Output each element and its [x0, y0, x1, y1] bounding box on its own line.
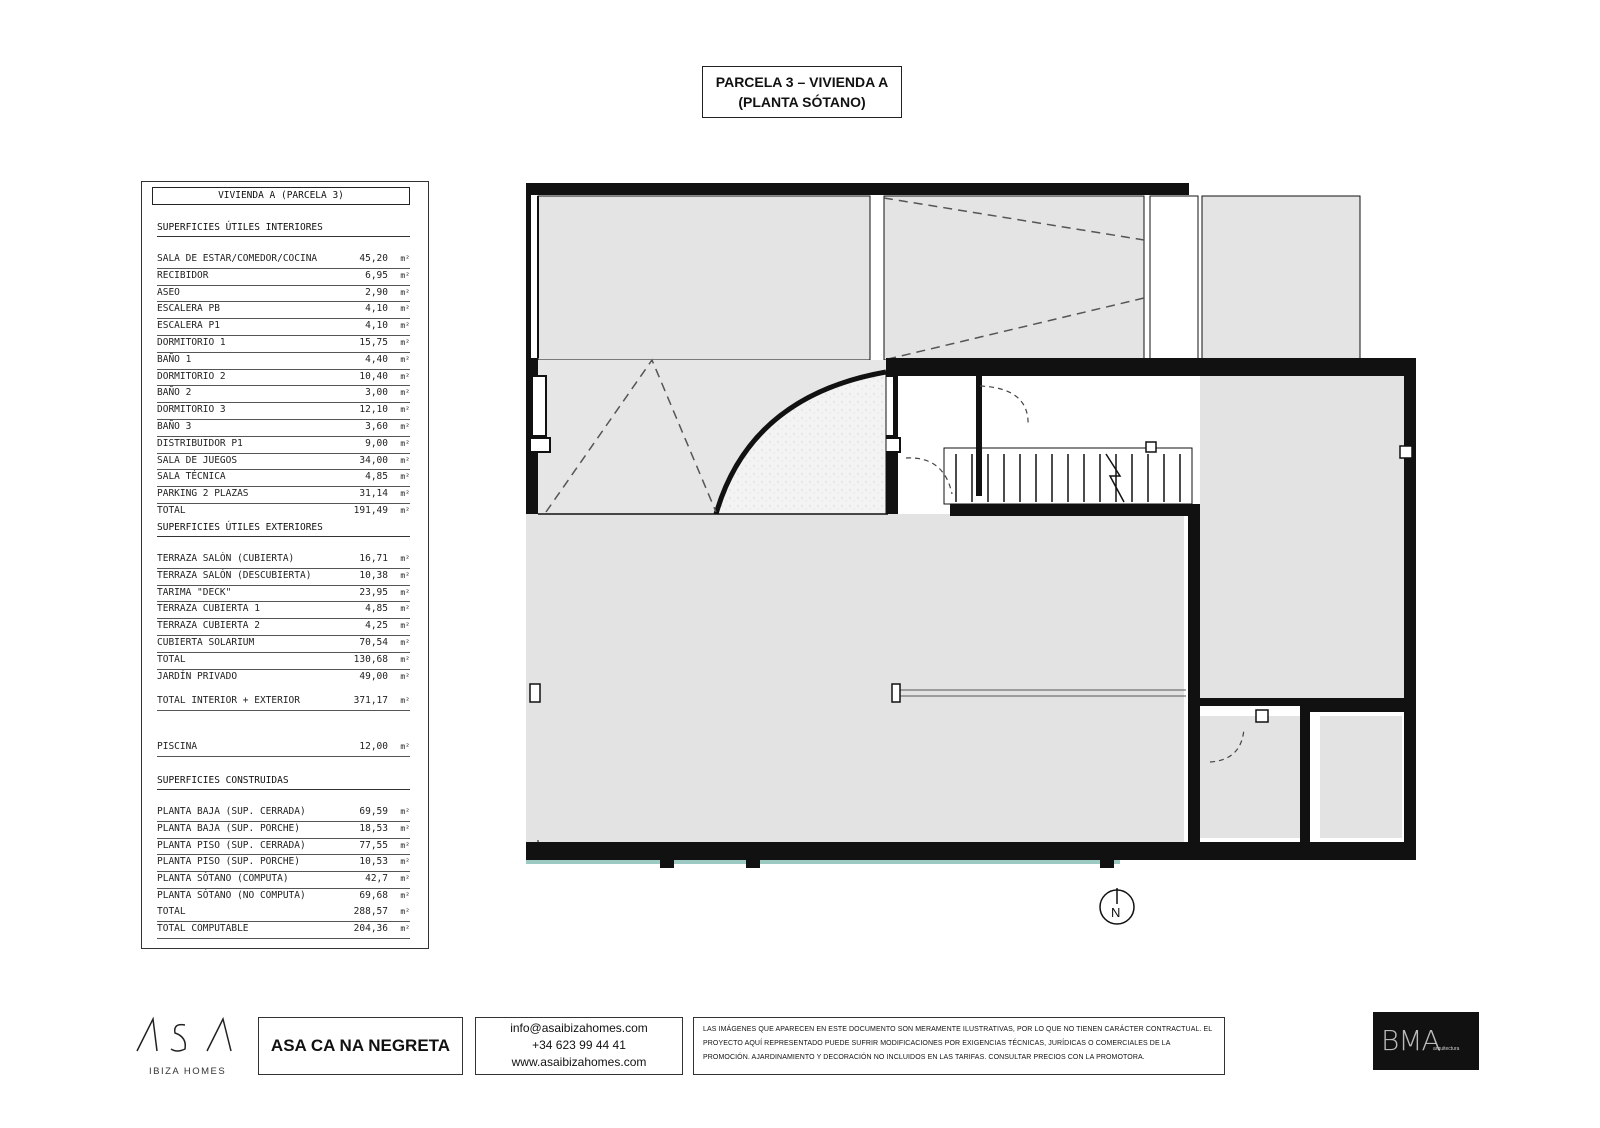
row-value: 12,00: [359, 741, 388, 752]
north-label: N: [1111, 905, 1121, 920]
row-value: 10,38: [359, 569, 388, 581]
table-row: [157, 653, 410, 670]
plan-title: [702, 66, 902, 118]
row-unit: m²: [400, 472, 410, 482]
row-value: 9,00: [365, 437, 388, 449]
row-value: 16,71: [359, 553, 388, 564]
row-value: 69,68: [359, 889, 388, 901]
row-value: 371,17: [353, 695, 388, 706]
table-row: [157, 670, 410, 686]
row-value: 288,57: [353, 906, 388, 917]
row-unit: m²: [400, 371, 410, 381]
row-label: TERRAZA SALÓN (CUBIERTA): [157, 553, 295, 564]
table-row: [157, 586, 410, 603]
row-value: 15,75: [359, 336, 388, 348]
table-row: [157, 905, 410, 922]
row-value: 4,85: [365, 603, 388, 615]
row-label: PLANTA SÓTANO (NO COMPUTA): [157, 889, 306, 901]
row-label: DISTRIBUIDOR P1: [157, 437, 243, 449]
row-label: ESCALERA P1: [157, 320, 220, 332]
table-row: [157, 336, 410, 353]
row-label: DORMITORIO 2: [157, 370, 226, 382]
row-value: 31,14: [359, 488, 388, 500]
row-unit: m²: [400, 857, 410, 867]
wall-inner-horizontal: [950, 504, 1200, 516]
table-row: [157, 403, 410, 420]
table-row: [157, 694, 410, 711]
row-value: 4,85: [365, 471, 388, 483]
contact-box: [475, 1017, 683, 1075]
row-value: 4,40: [365, 353, 388, 365]
floor-plan: [520, 176, 1425, 876]
row-value: 4,10: [365, 303, 388, 315]
row-label: PARKING 2 PLAZAS: [157, 488, 249, 500]
contact-phone[interactable]: +34 623 99 44 41: [532, 1038, 626, 1052]
wall-north-basement: [886, 358, 1416, 376]
row-label: TARIMA "DECK": [157, 586, 232, 598]
table-row: [157, 552, 410, 569]
row-label: PLANTA PISO (SUP. PORCHE): [157, 856, 300, 868]
row-value: 6,95: [365, 269, 388, 281]
row-unit: m²: [400, 455, 410, 465]
table-exteriores: [157, 552, 410, 685]
table-row: [157, 822, 410, 839]
row-label: RECIBIDOR: [157, 269, 209, 281]
row-label: BAÑO 3: [157, 420, 192, 432]
row-unit: m²: [400, 405, 410, 415]
row-value: 10,40: [359, 370, 388, 382]
table-row: [157, 454, 410, 471]
table-row: [157, 504, 410, 520]
row-unit: m²: [400, 321, 410, 331]
row-label: TERRAZA CUBIERTA 2: [157, 620, 260, 632]
row-unit: m²: [400, 823, 410, 833]
row-label: DORMITORIO 3: [157, 404, 226, 416]
ramp-area: [884, 196, 1144, 360]
section-title-interiores: SUPERFICIES ÚTILES INTERIORES: [157, 222, 410, 237]
architect-logo: [1373, 1012, 1479, 1070]
table-row: [157, 420, 410, 437]
plan-title-line2: (PLANTA SÓTANO): [738, 94, 866, 110]
table-piscina: [157, 740, 410, 757]
row-label: DORMITORIO 1: [157, 336, 226, 348]
row-label: TOTAL: [157, 504, 186, 516]
row-value: 23,95: [359, 586, 388, 598]
table-row: [157, 370, 410, 387]
row-unit: m²: [400, 742, 410, 751]
tech-room: [1200, 716, 1300, 838]
row-unit: m²: [400, 337, 410, 347]
table-row: [157, 487, 410, 504]
table-row: [157, 353, 410, 370]
row-value: 3,60: [365, 420, 388, 432]
row-label: SALA DE JUEGOS: [157, 454, 238, 466]
table-row: [157, 386, 410, 403]
table-row: [157, 619, 410, 636]
row-value: 12,10: [359, 404, 388, 416]
table-row: [157, 286, 410, 303]
table-total-int-ext: [157, 694, 410, 711]
section-title-exteriores: SUPERFICIES ÚTILES EXTERIORES: [157, 522, 410, 537]
row-value: 18,53: [359, 822, 388, 834]
architect-logo-mark: BMA: [1381, 1024, 1440, 1057]
brand-name: ASA CA NA NEGRETA: [258, 1017, 463, 1075]
side-strip: [1150, 196, 1198, 360]
table-row: [157, 872, 410, 889]
row-value: 2,90: [365, 286, 388, 298]
table-row: [157, 437, 410, 454]
top-wall: [526, 183, 1189, 195]
row-value: 204,36: [353, 922, 388, 934]
row-label: PLANTA PISO (SUP. CERRADA): [157, 839, 306, 851]
store-room: [1320, 716, 1402, 838]
table-row: [157, 319, 410, 336]
table-row: [157, 569, 410, 586]
row-unit: m²: [400, 438, 410, 448]
table-row: [157, 636, 410, 653]
row-value: 77,55: [359, 839, 388, 851]
row-label: TOTAL: [157, 906, 186, 917]
wall-south: [526, 842, 1416, 860]
left-top-wall: [526, 183, 531, 358]
legal-disclaimer: LAS IMÁGENES QUE APARECEN EN ESTE DOCUMENTO SON MERAMENTE ILUSTRATIVAS, POR LO QUE NO TIENEN CARÁCTER CONTRACTUAL. EL PROYECTO AQUÍ REPRESENTADO PUEDE SUFRIR MODIFICACIONES POR EXIGENCIAS TÉCNICAS, JURÍDICAS O COMERCIALES DE LA PROMOCIÓN. AJARDINAMIENTO Y DECORACIÓN NO INCLUIDOS EN LAS TARIFAS. CONSULTAR PRECIOS CON LA PROMOTORA.: [693, 1017, 1225, 1075]
row-unit: m²: [400, 304, 410, 314]
row-unit: m²: [400, 270, 410, 280]
row-value: 4,25: [365, 620, 388, 632]
table-row: [157, 302, 410, 319]
row-unit: m²: [400, 587, 410, 597]
row-label: PLANTA BAJA (SUP. CERRADA): [157, 806, 306, 817]
row-value: 10,53: [359, 856, 388, 868]
row-unit: m²: [400, 505, 410, 515]
row-value: 3,00: [365, 387, 388, 399]
architect-logo-sub: arquitectura: [1433, 1046, 1460, 1052]
wall-tech-divider: [1300, 706, 1310, 860]
row-value: 69,59: [359, 806, 388, 817]
row-label: PISCINA: [157, 741, 198, 752]
asa-logo-subtitle: IBIZA HOMES: [149, 1066, 227, 1077]
row-unit: m²: [400, 421, 410, 431]
row-unit: m²: [400, 604, 410, 614]
row-unit: m²: [400, 489, 410, 499]
row-unit: m²: [400, 654, 410, 664]
row-label: JARDÍN PRIVADO: [157, 670, 238, 682]
row-label: TOTAL: [157, 653, 186, 665]
wall-inner-vertical: [1188, 508, 1200, 860]
row-label: ESCALERA PB: [157, 303, 220, 315]
row-label: TOTAL INTERIOR + EXTERIOR: [157, 695, 300, 706]
row-label: TOTAL COMPUTABLE: [157, 922, 249, 934]
wall-east: [1404, 358, 1416, 860]
row-label: CUBIERTA SOLARIUM: [157, 636, 255, 648]
row-value: 45,20: [359, 253, 388, 264]
row-unit: m²: [400, 254, 410, 263]
row-label: ASEO: [157, 286, 180, 298]
row-label: TERRAZA SALÓN (DESCUBIERTA): [157, 569, 312, 581]
row-label: TERRAZA CUBIERTA 1: [157, 603, 260, 615]
row-value: 4,10: [365, 320, 388, 332]
row-value: 42,7: [365, 873, 388, 885]
contact-email[interactable]: info@asaibizahomes.com: [510, 1021, 648, 1035]
section-title-construidas: SUPERFICIES CONSTRUIDAS: [157, 775, 410, 790]
row-unit: m²: [400, 907, 410, 916]
row-unit: m²: [400, 354, 410, 364]
row-unit: m²: [400, 287, 410, 297]
contact-web[interactable]: www.asaibizahomes.com: [511, 1055, 647, 1069]
row-unit: m²: [400, 554, 410, 563]
east-room: [1200, 376, 1410, 706]
row-label: PLANTA SÓTANO (COMPUTA): [157, 873, 289, 885]
north-arrow: [1098, 888, 1136, 926]
row-label: BAÑO 1: [157, 353, 192, 365]
row-unit: m²: [400, 840, 410, 850]
row-label: SALA DE ESTAR/COMEDOR/COCINA: [157, 253, 318, 264]
row-unit: m²: [400, 923, 410, 933]
table-row: [157, 922, 410, 939]
row-value: 49,00: [359, 670, 388, 682]
table-construidas: [157, 805, 410, 905]
row-unit: m²: [400, 621, 410, 631]
table-row: [157, 839, 410, 856]
wall-store-top: [1310, 706, 1404, 712]
row-value: 34,00: [359, 454, 388, 466]
table-row: [157, 855, 410, 872]
wall-room-divider: [1200, 698, 1410, 706]
row-unit: m²: [400, 696, 410, 705]
table-row: [157, 470, 410, 487]
plan-title-line1: PARCELA 3 – VIVIENDA A: [715, 74, 889, 90]
row-label: SALA TÉCNICA: [157, 471, 226, 483]
table-row: [157, 602, 410, 619]
table-row: [157, 269, 410, 286]
row-label: BAÑO 2: [157, 387, 192, 399]
asa-logo-mark: [135, 1015, 245, 1055]
row-value: 191,49: [353, 504, 388, 516]
row-label: PLANTA BAJA (SUP. PORCHE): [157, 822, 300, 834]
table-row: [157, 740, 410, 757]
row-unit: m²: [400, 671, 410, 681]
table-row: [157, 889, 410, 905]
table-construidas-totals: [157, 905, 410, 939]
row-unit: m²: [400, 890, 410, 900]
upper-terrace: [538, 196, 870, 360]
row-unit: m²: [400, 874, 410, 884]
row-value: 130,68: [353, 653, 388, 665]
table-row: [157, 252, 410, 269]
table-header: VIVIENDA A (PARCELA 3): [152, 187, 410, 205]
table-interiores: [157, 252, 410, 520]
row-unit: m²: [400, 637, 410, 647]
upper-right-area: [1202, 196, 1360, 360]
row-unit: m²: [400, 388, 410, 398]
parking-floor: [526, 514, 1184, 842]
row-unit: m²: [400, 807, 410, 816]
row-unit: m²: [400, 570, 410, 580]
surfaces-table: [141, 181, 429, 949]
table-row: [157, 805, 410, 822]
row-value: 70,54: [359, 636, 388, 648]
